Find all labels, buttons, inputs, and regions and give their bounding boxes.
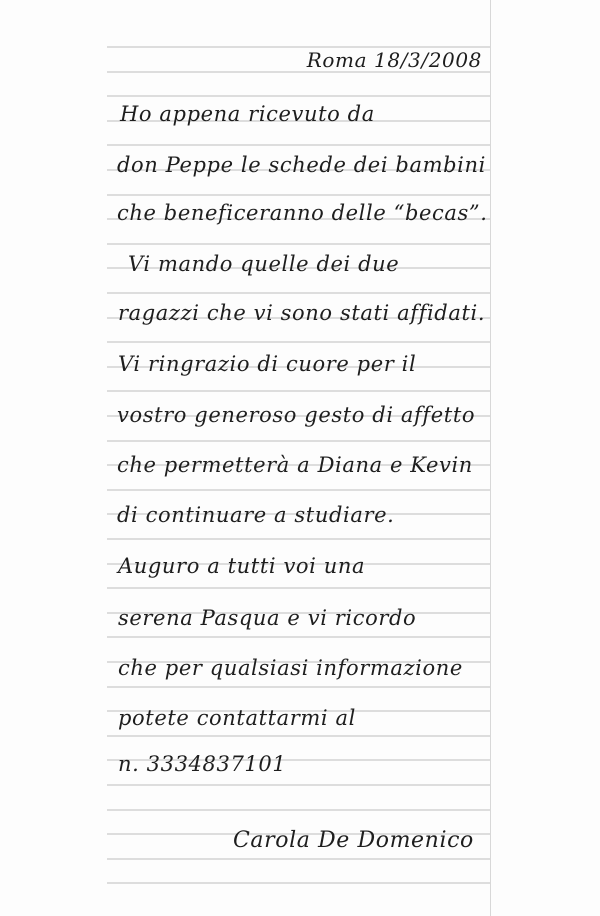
letter-line: ragazzi che vi sono stati affidati. bbox=[118, 301, 486, 325]
letter-line: di continuare a studiare. bbox=[117, 503, 395, 527]
letter-line: serena Pasqua e vi ricordo bbox=[118, 606, 417, 630]
letter-line: n. 3334837101 bbox=[118, 752, 287, 776]
letter-line: don Peppe le schede dei bambini bbox=[117, 153, 486, 177]
letter-signature: Carola De Domenico bbox=[233, 828, 474, 853]
letter-line: Vi mando quelle dei due bbox=[128, 252, 400, 276]
letter-line: potete contattarmi al bbox=[118, 706, 356, 730]
letter-line: Vi ringrazio di cuore per il bbox=[118, 352, 417, 376]
letter-line: vostro generoso gesto di affetto bbox=[117, 403, 476, 427]
page-edge bbox=[490, 0, 491, 916]
letter-line: Auguro a tutti voi una bbox=[118, 554, 366, 578]
letter-line: che beneficeranno delle “becas”. bbox=[117, 201, 488, 225]
letter-line: che permetterà a Diana e Kevin bbox=[117, 453, 473, 477]
letter-line: che per qualsiasi informazione bbox=[118, 656, 463, 680]
letter-line: Ho appena ricevuto da bbox=[120, 102, 375, 126]
letter-date: Roma 18/3/2008 bbox=[306, 48, 482, 72]
